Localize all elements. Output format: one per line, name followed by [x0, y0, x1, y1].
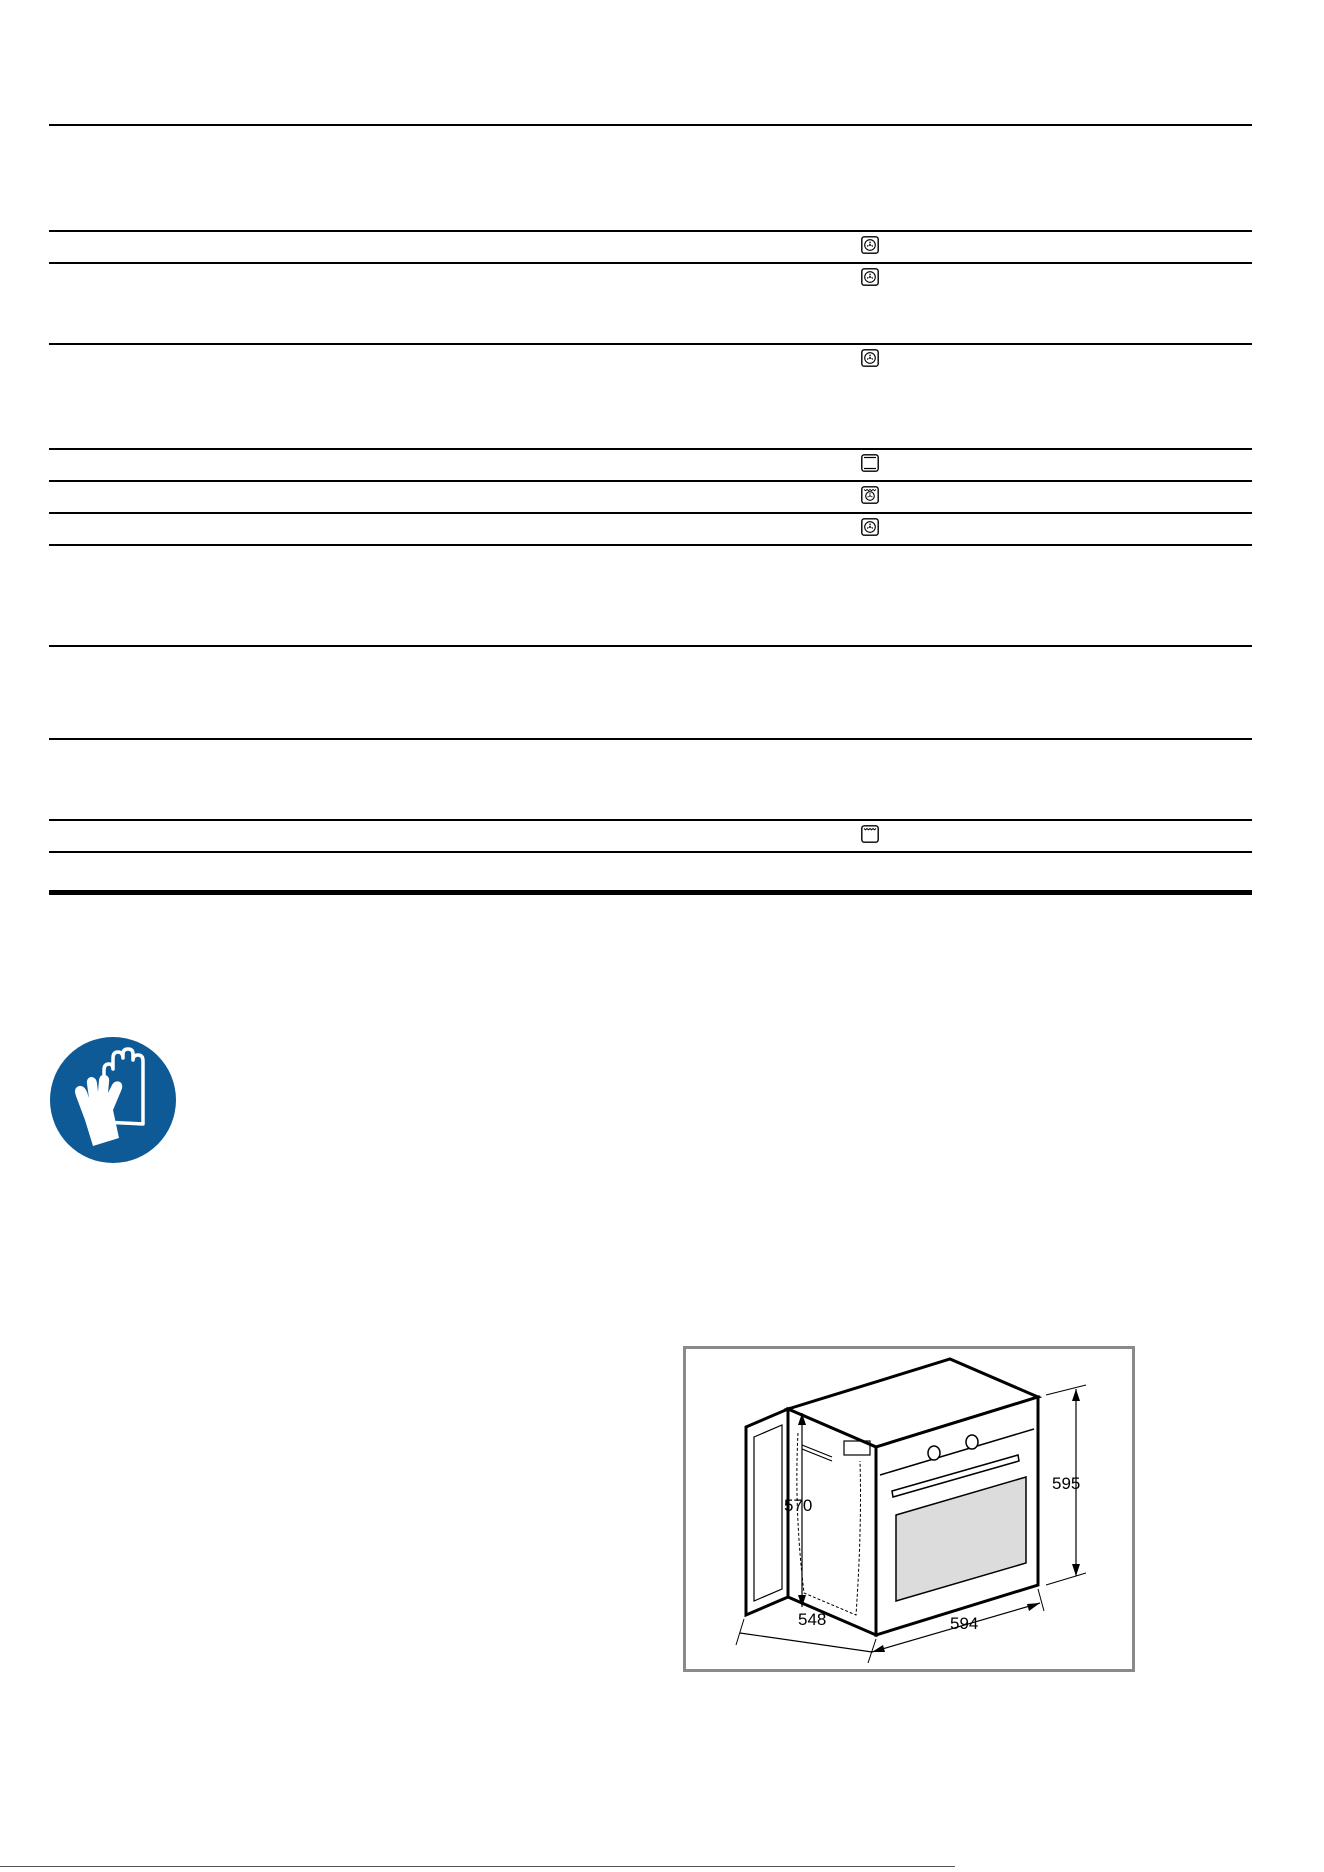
table-row-divider: [49, 512, 1252, 514]
table-row-divider: [49, 343, 1252, 345]
table-row-divider: [49, 645, 1252, 647]
3d-hot-air-icon: [861, 236, 879, 254]
dimension-height-label: 595: [1052, 1474, 1081, 1493]
table-row-divider: [49, 851, 1252, 853]
table-row-divider: [49, 738, 1252, 740]
top-bottom-heating-icon: [861, 454, 879, 472]
table-row-divider: [49, 230, 1252, 232]
table-row-divider: [49, 544, 1252, 546]
grill-icon: [861, 825, 879, 843]
3d-hot-air-icon: [861, 268, 879, 286]
wear-protective-gloves-icon: [49, 1036, 177, 1164]
dimension-niche-height-label: 570: [784, 1496, 813, 1515]
footer-rule: [0, 1866, 955, 1867]
dimension-depth-label: 548: [798, 1610, 827, 1629]
table-row-divider: [49, 480, 1252, 482]
table-bottom-rule: [49, 890, 1252, 895]
oven-dimension-diagram: [683, 1346, 1135, 1672]
hot-air-grill-icon: [861, 486, 879, 504]
table-row-divider: [49, 819, 1252, 821]
3d-hot-air-icon: [861, 349, 879, 367]
table-top-rule: [49, 124, 1252, 126]
dimension-width-label: 594: [950, 1614, 979, 1633]
table-row-divider: [49, 262, 1252, 264]
3d-hot-air-icon: [861, 518, 879, 536]
table-row-divider: [49, 448, 1252, 450]
